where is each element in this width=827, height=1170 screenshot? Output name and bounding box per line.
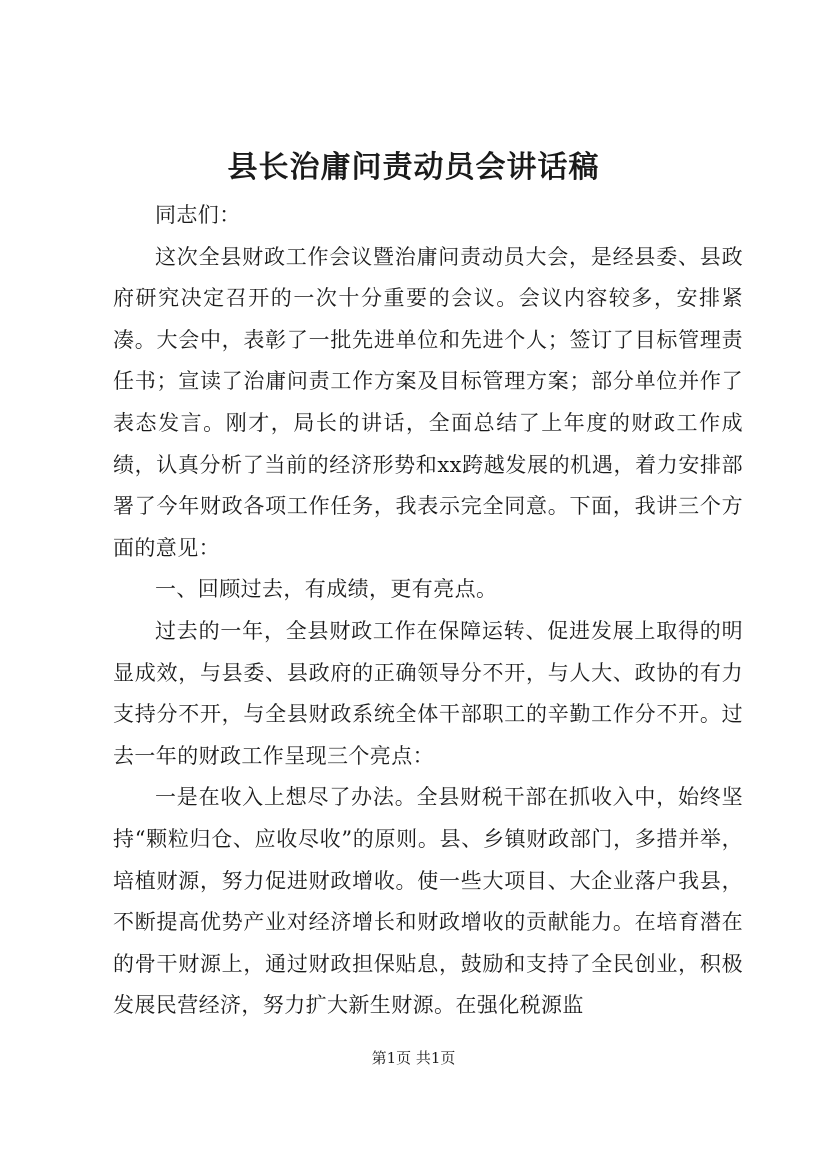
salutation-paragraph: 同志们： (155, 203, 241, 227)
document-title: 县长治庸问责动员会讲话稿 (227, 150, 600, 185)
page-number-footer: 第1页 共1页 (371, 1049, 456, 1067)
section-heading: 一、回顾过去，有成绩，更有亮点。 (155, 577, 498, 602)
document-body (113, 195, 743, 1027)
body-paragraph: 一是在收入上想尽了办法。全县财税干部在抓收入中，始终坚持“颗粒归仓、应收尽收”的原则。县、乡镇财政部门，多措并举，培植财源，努力促进财政增收。使一些大项目、大企业落户我县，不断提高优势产业对经济增长和财政增收的贡献能力。在培育潜在的骨干财源上，通过财政担保贴息，鼓励和支持了全民创业，积极发展民营经济，努力扩大新生财源。在强化税源监 (113, 785, 743, 1018)
body-paragraph: 过去的一年，全县财政工作在保障运转、促进发展上取得的明显成效，与县委、县政府的正确领导分不开，与人大、政协的有力支持分不开，与全县财政系统全体干部职工的辛勤工作分不开。过去一年的财政工作呈现三个亮点： (113, 618, 743, 768)
body-paragraph: 这次全县财政工作会议暨治庸问责动员大会，是经县委、县政府研究决定召开的一次十分重要的会议。会议内容较多，安排紧凑。大会中，表彰了一批先进单位和先进个人；签订了目标管理责任书；宣读了治庸问责工作方案及目标管理方案；部分单位并作了表态发言。刚才，局长的讲话，全面总结了上年度的财政工作成绩，认真分析了当前的经济形势和xx跨越发展的机遇，着力安排部署了今年财政各项工作任务，我表示完全同意。下面，我讲三个方面的意见： (113, 244, 743, 560)
